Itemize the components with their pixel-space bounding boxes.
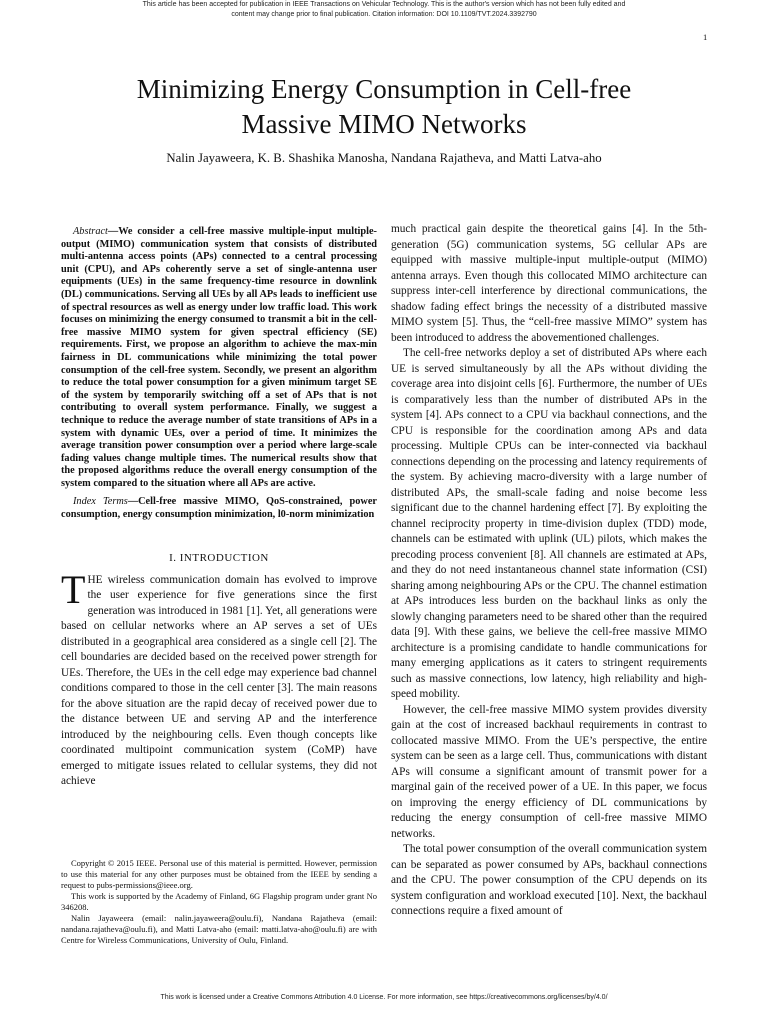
right-paragraph-2: The cell-free networks deploy a set of distributed APs where each UE is served simultaneously by all the APs without dividing the coverage area into disjoint cells [6]. Furthermore, the number of UEs is comparatively less than the number of distributed APs in the system [4]. APs connect to a CPU via backhaul connections, and the CPU is responsible for the coordination among APs and data processing. Multiple CPUs can be inter-connected via backhaul connections depending on the processing and latency requirements of the system. By achieving macro-diversity with a large number of distributed APs, the small-scale fading and noise become less significant due to the channel hardening effect [7]. By exploiting the channel reciprocity property in time-division duplex (TDD) mode, channels can be estimated with uplink (UL) pilots, which makes the precoding process convenient [8]. All channels are estimated at APs, and they do not need instantaneous channel state information (CSI) sharing among neighbouring APs or the CPU. The channel estimation at APs introduces less burden on the backhaul links as only the slowly changing parameters need to be shared other than the required data [9]. With these gains, we believe the cell-free massive MIMO architecture is a promising candidate to handle communications for many emerging applications as it caters to stringent requirements such as massive connections, low latency, high reliability and high-speed mobility. — [391, 347, 707, 700]
index-terms-label: Index Terms — [73, 496, 128, 508]
page-number: 1 — [703, 32, 708, 42]
publication-notice-line2: content may change prior to final publication. Citation information: DOI 10.1109/TVT.2024.3392790 — [231, 10, 537, 18]
index-terms-text: —Cell-free massive MIMO, QoS-constrained, power consumption, energy consumption minimization, l0-norm minimization — [61, 496, 377, 521]
abstract-text: —We consider a cell-free massive multiple-input multiple-output (MIMO) communication system that consists of distributed multi-antenna access points (APs) connected to a central processing unit (CPU), and APs coherently serve a set of single-antenna user equipments (UEs) in the same frequency-time resource in downlink (DL) communications. Serving all UEs by all APs leads to inefficient use of spectral resources as well as energy under low traffic load. This work focuses on minimizing the energy consumed to transmit a bit in the cell-free massive MIMO system for given spectral efficiency (SE) requirements. First, we propose an algorithm to achieve the max-min fairness in DL communications while minimizing the total power consumption of the cell-free system. Secondly, we present an algorithm to reduce the total power consumption for a given minimum target SE of the system by temporarily switching off a set of APs that is not contributing to overall system performance. Finally, we suggest a technique to reduce the average number of state transitions of APs in a system with dynamic UEs, over a period of time. It minimizes the average transition power consumption over a period where large-scale fading values change multiple times. The numerical results show that the proposed algorithms reduce the overall energy consumption of the system compared to the situation where all APs are active. — [61, 226, 377, 489]
intro-paragraph-1-text: HE wireless communication domain has evolved to improve the user experience for five generations since the first generation was introduced in 1981 [1]. Yet, all generations were based on cellular networks where an AP serves a set of UEs distributed in a geographical area considered as a single cell [2]. The cell boundaries are decided based on the received power strength for UEs. Therefore, the UEs in the cell edge may experience bad channel conditions compared to those in the cell center [3]. The main reasons for the above situation are the rapid decay of received power due to the distance between UE and serving AP and the interference introduced by the neighbouring cells. Even though concepts like coordinated multipoint communication system (CoMP) have emerged to mitigate issues related to cellular systems, they did not achieve — [61, 573, 377, 788]
right-paragraph-1: much practical gain despite the theoretical gains [4]. In the 5th-generation (5G) communication systems, 5G cellular APs are equipped with massive multiple-input multiple-output (MIMO) antenna arrays. Even though this collocated MIMO architecture can suppress inter-cell interference by directional communications, the shadow fading effect brings the necessity of a distributed massive MIMO system [5]. Thus, the “cell-free massive MIMO” system has been introduced to address the abovementioned challenges. — [391, 223, 707, 344]
publication-notice-line1: This article has been accepted for publication in IEEE Transactions on Vehicular Technology. This is the author's version which has not been fully edited and — [142, 1, 626, 8]
author-list: Nalin Jayaweera, K. B. Shashika Manosha, Nandana Rajatheva, and Matti Latva-aho — [166, 151, 602, 165]
license-notice: This work is licensed under a Creative Commons Attribution 4.0 License. For more information, see https://creativecommons.org/licenses/by/4.0/ — [160, 994, 608, 1001]
drop-cap: T — [61, 566, 86, 612]
intro-paragraph-1 — [61, 566, 377, 790]
footnote-copyright: Copyright © 2015 IEEE. Personal use of this material is permitted. However, permission to use this material for any other purposes must be obtained from the IEEE by sending a request to pubs-permissions@ieee.org. — [61, 858, 377, 890]
footnote — [61, 858, 377, 946]
right-column — [391, 222, 707, 920]
title-line-1: Minimizing Energy Consumption in Cell-free — [136, 74, 632, 104]
paper-title — [60, 72, 708, 142]
publication-notice — [0, 0, 768, 19]
section-heading-introduction: I. INTRODUCTION — [169, 551, 269, 564]
index-terms — [61, 496, 377, 521]
footnote-funding: This work is supported by the Academy of Finland, 6G Flagship program under grant No 346208. — [61, 891, 377, 912]
abstract-label: Abstract — [73, 226, 108, 237]
left-column — [61, 226, 377, 790]
right-paragraph-3: However, the cell-free massive MIMO system provides diversity gain at the cost of increased backhaul requirements in contrast to collocated massive MIMO. From the UE’s perspective, the entire system can be seen as a large cell. Thus, communications with distant APs will consume a significant amount of transmit power for a marginal gain of the received power of a UE. In this paper, we focus on improving the energy efficiency of DL communications by reducing the energy consumption of cell-free massive MIMO networks. — [391, 703, 707, 840]
title-line-2: Massive MIMO Networks — [241, 109, 527, 139]
footnote-affiliations: Nalin Jayaweera (email: nalin.jayaweera@oulu.fi), Nandana Rajatheva (email: nandana.rajatheva@oulu.fi), and Matti Latva-aho (email: matti.latva-aho@oulu.fi) are with Centre for Wireless Communications, University of Oulu, Finland. — [61, 913, 377, 945]
right-paragraph-4: The total power consumption of the overall communication system can be separated as power consumed by APs, backhaul connections and the CPU. The power consumption of the CPU depends on its system configuration and workload executed [10]. Next, the backhaul connections require a fixed amount of — [391, 843, 707, 917]
abstract — [61, 226, 377, 490]
